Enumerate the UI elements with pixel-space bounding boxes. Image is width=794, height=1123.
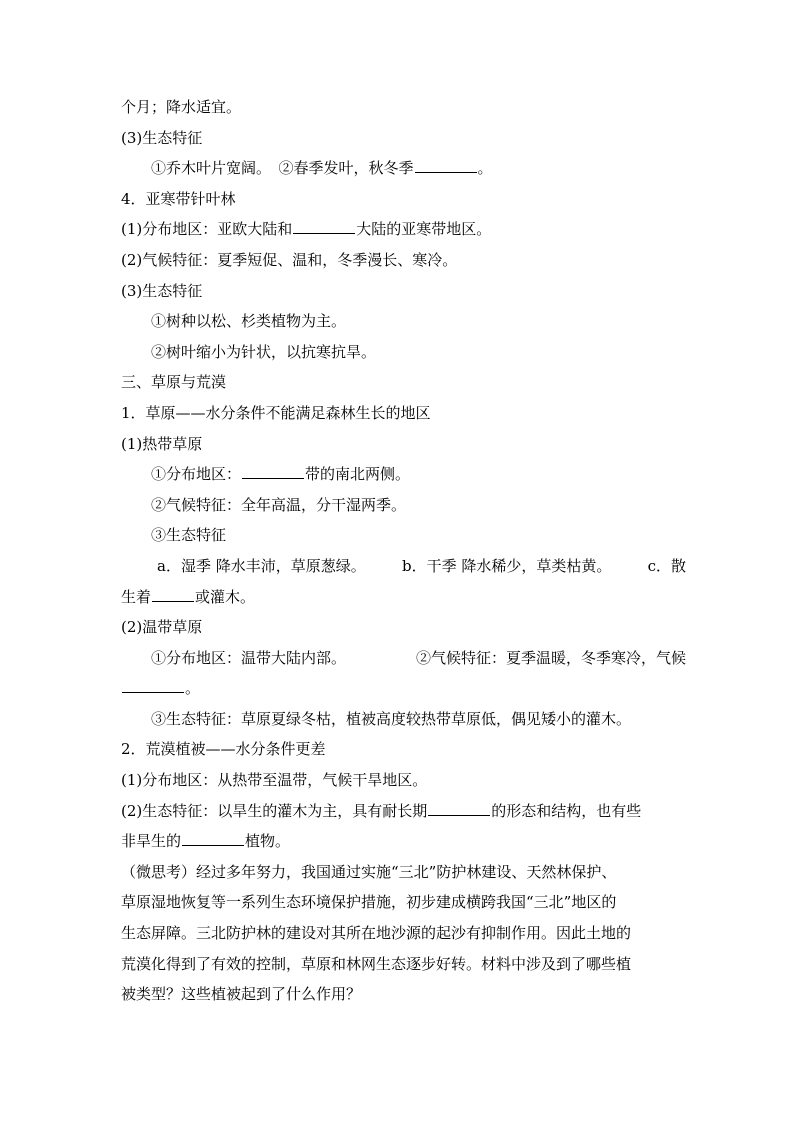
text-segment: a．湿季 降水丰沛，草原葱绿。 [157,556,366,575]
section-heading: (1)热带草原 [121,434,203,453]
document-page [121,92,686,1010]
think-question-line: 草原湿地恢复等一系列生态环境保护措施，初步建成横跨我国“三北”地区的 [121,893,617,912]
section-heading: (2)温带草原 [121,618,203,637]
think-question-line: 荒漠化得到了有效的控制，草原和林网生态逐步好转。材料中涉及到了哪些植 [121,954,632,973]
section-heading: 4．亚寒带针叶林 [121,189,236,208]
text-segment: 植物。 [245,832,291,851]
fill-blank [182,830,244,846]
text-line [121,796,686,827]
text-line [121,582,686,613]
text-line: ③生态特征：草原夏绿冬枯，植被高度较热带草原低，偶见矮小的灌木。 [151,709,632,728]
fill-blank [122,677,184,693]
text-line: 个月；降水适宜。 [121,98,242,116]
text-line [121,643,686,674]
text-line: ①树种以松、杉类植物为主。 [151,312,347,331]
text-line: (1)分布地区：从热带至温带，气候干旱地区。 [121,771,428,790]
text-segment: 的形态和结构，也有些 [491,801,642,820]
text-segment: 生着 [121,587,152,606]
think-question-line: 被类型？这些植被起到了什么作用？ [121,985,362,1004]
fill-blank [242,463,304,479]
text-segment: (2)生态特征：以旱生的灌木为主，具有耐长期 [121,801,428,820]
text-segment: (1)分布地区：亚欧大陆和 [121,220,293,239]
section-heading: (3)生态特征 [121,128,203,147]
text-segment: c．散 [647,556,686,575]
section-heading: 三、草原与荒漠 [121,373,227,392]
text-line [121,153,686,184]
text-segment: b．干季 降水稀少，草类枯黄。 [401,556,612,575]
text-segment: 非旱生的 [121,832,182,851]
section-heading: 1．草原——水分条件不能满足森林生长的地区 [121,403,431,422]
text-segment: 大陆的亚寒带地区。 [356,220,492,239]
text-line: ②气候特征：全年高温，分干湿两季。 [151,495,407,514]
text-line [121,459,686,490]
text-line: (2)气候特征：夏季短促、温和，冬季漫长、寒冷。 [121,250,458,269]
text-line [121,214,686,245]
text-segment: 。 [477,159,493,178]
text-segment: 或灌木。 [195,587,256,606]
text-segment: 。 [185,679,201,698]
think-question-line: 生态屏障。三北防护林的建设对其所在地沙源的起沙有抑制作用。因此土地的 [121,924,632,943]
text-segment: ①分布地区： [151,465,242,484]
think-question-line: （微思考）经过多年努力，我国通过实施“三北”防护林建设、天然林保护、 [121,862,617,881]
fill-blank [415,157,477,173]
fill-blank [293,218,355,234]
text-line: ②树叶缩小为针状，以抗寒抗旱。 [151,342,377,361]
text-line: ③生态特征 [151,526,227,545]
text-line [121,673,686,704]
section-heading: 2．荒漠植被——水分条件更差 [121,740,326,759]
fill-blank [152,586,194,602]
fill-blank [428,800,490,816]
text-line [121,551,686,582]
text-segment: ①乔木叶片宽阔。 ②春季发叶，秋冬季 [151,159,414,178]
text-segment: ①分布地区：温带大陆内部。 [151,648,347,667]
text-line [121,826,686,857]
text-segment: ②气候特征：夏季温暖，冬季寒冷，气候 [415,648,686,667]
text-segment: 带的南北两侧。 [305,465,411,484]
section-heading: (3)生态特征 [121,281,203,300]
